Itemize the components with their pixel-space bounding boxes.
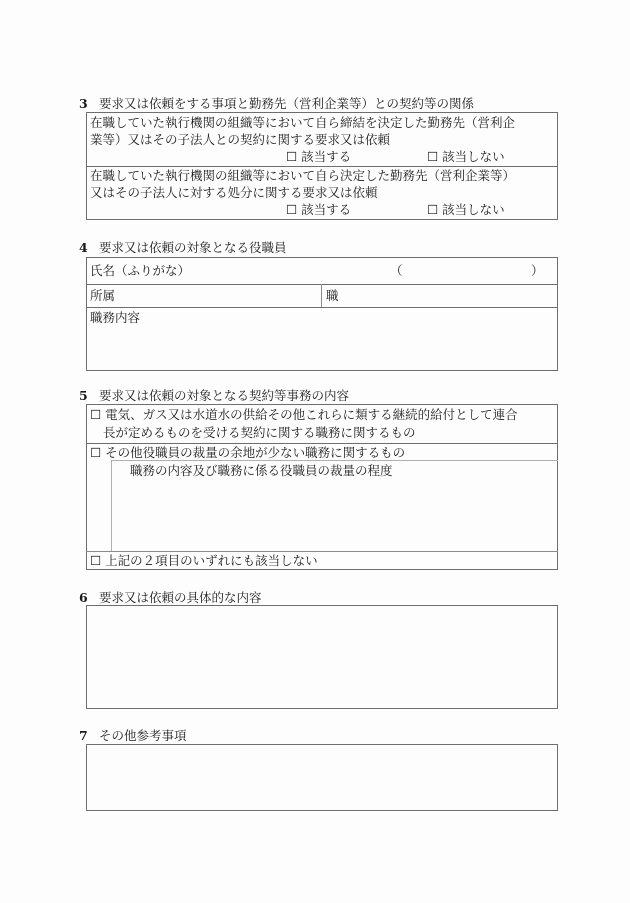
position-input[interactable] [345, 285, 555, 306]
request-details-input[interactable] [86, 605, 558, 709]
contract-item-2-applicable-checkbox[interactable]: ☐ 該当する [286, 202, 352, 217]
inner-box-left [111, 460, 112, 551]
name-input[interactable] [200, 258, 555, 283]
section-7-heading [79, 728, 187, 744]
contract-item-2-text-line1: 在職していた執行機関の組織等において自ら決定した勤務先（営利企業等） [90, 168, 516, 183]
section-number: 4 [79, 240, 88, 255]
contract-item-1-text-line2: 業等）又はその子法人との契約に関する要求又は依頼 [90, 132, 391, 147]
section-number: 5 [79, 388, 88, 403]
limited-discretion-option[interactable]: ☐ その他役職員の裁量の余地が少ない職務に関するもの [90, 445, 406, 460]
contract-item-1-applicable-checkbox[interactable]: ☐ 該当する [286, 149, 352, 164]
name-furigana-label: 氏名（ふりがな） [90, 263, 191, 278]
utility-contract-option-line1[interactable]: ☐ 電気、ガス又は水道水の供給その他これらに類する継続的給付として連合 [90, 407, 518, 422]
contract-item-2-not-applicable-checkbox[interactable]: ☐ 該当しない [427, 202, 505, 217]
none-applicable-option[interactable]: ☐ 上記の２項目のいずれにも該当しない [90, 553, 318, 568]
furigana-paren-open: （ [390, 263, 403, 278]
section-title: 要求又は依頼の対象となる契約等事務の内容 [99, 388, 350, 403]
section-6-heading [79, 590, 262, 606]
furigana-paren-close: ） [531, 263, 544, 278]
section-title: 要求又は依頼をする事項と勤務先（営利企業等）との契約等の関係 [99, 96, 475, 111]
section-title: 要求又は依頼の具体的な内容 [99, 590, 262, 605]
contract-item-2-text-line2: 又はその子法人に対する処分に関する要求又は依頼 [90, 185, 378, 200]
duties-input[interactable] [88, 326, 556, 369]
divider [86, 307, 558, 308]
duties-label: 職務内容 [90, 310, 141, 325]
position-label: 職 [326, 288, 339, 303]
section-4-heading [79, 240, 287, 256]
section-3-heading [79, 96, 474, 112]
section-number: 3 [79, 96, 88, 111]
section-5-heading [79, 388, 349, 404]
column-divider [321, 284, 322, 307]
contract-item-1-text-line1: 在職していた執行機関の組織等において自ら締結を決定した勤務先（営利企 [90, 115, 516, 130]
affiliation-label: 所属 [90, 288, 116, 303]
section-number: 7 [79, 728, 88, 743]
discretion-detail-label: 職務の内容及び職務に係る役職員の裁量の程度 [130, 463, 393, 478]
discretion-detail-input[interactable] [113, 480, 556, 550]
contract-item-1-not-applicable-checkbox[interactable]: ☐ 該当しない [427, 149, 505, 164]
affiliation-input[interactable] [130, 285, 318, 306]
section-title: 要求又は依頼の対象となる役職員 [99, 240, 287, 255]
other-reference-input[interactable] [86, 744, 558, 811]
utility-contract-option-line2: 長が定めるものを受ける契約に関する職務に関するもの [103, 425, 416, 440]
section-number: 6 [79, 590, 88, 605]
section-title: その他参考事項 [99, 728, 187, 743]
